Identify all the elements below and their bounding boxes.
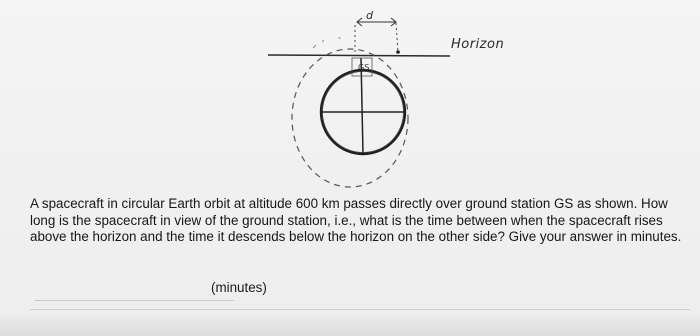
bottom-shade [0, 315, 700, 336]
horizon-label: Horizon [451, 37, 505, 52]
divider [30, 309, 690, 310]
answer-input[interactable] [35, 279, 234, 301]
orbit-path-icon [292, 49, 408, 187]
units-label: (minutes) [211, 280, 267, 295]
projection-line-right [396, 23, 398, 52]
question-text: A spacecraft in circular Earth orbit at altitude 600 km passes directly over ground station GS as shown. How long is the spacecraft in view of the ground station, i.e., what is the time between when the spacecraft rises above the horizon and the time it descends below the horizon on the other side? Give your answer in minutes. [30, 196, 682, 244]
earth-vertical-radius [361, 58, 363, 154]
distance-label: d [366, 9, 373, 22]
horizon-line [268, 55, 450, 56]
orbit-tick-marks [313, 38, 341, 48]
answer-row [30, 279, 690, 303]
ground-station-label: GS [358, 63, 370, 72]
